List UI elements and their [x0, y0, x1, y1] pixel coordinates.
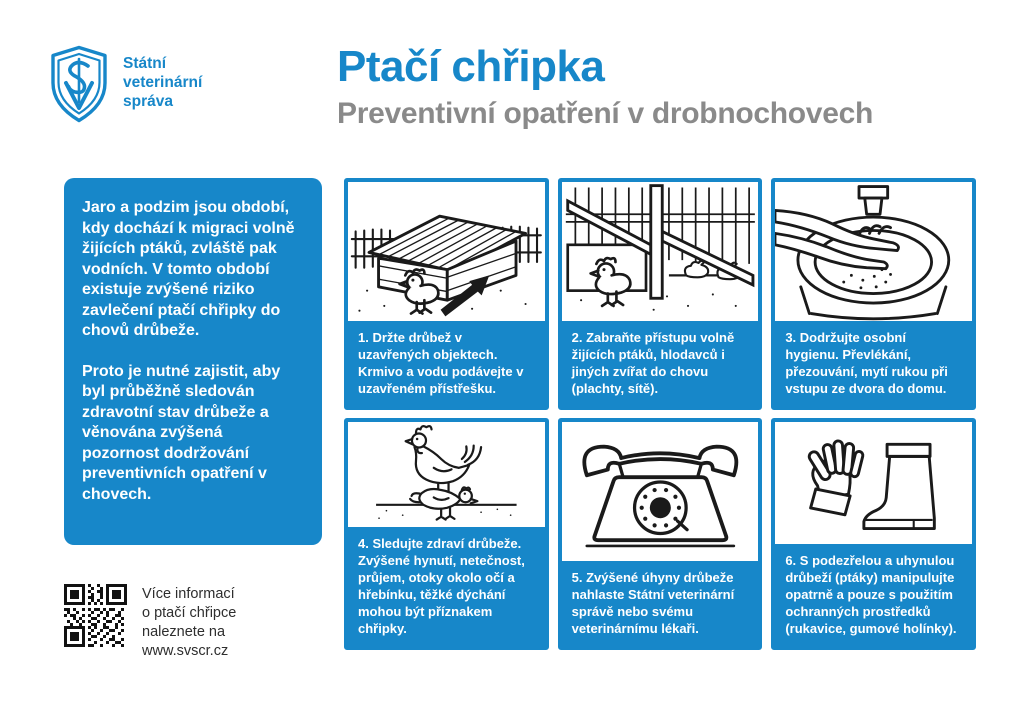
- panel-6-art: [775, 422, 972, 544]
- panel-5-caption: 5. Zvýšené úhyny drůbeže nahlaste Státní veterinární správě nebo svému veterinárnímu lékaři.: [571, 570, 735, 636]
- panel-6-caption: 6. S podezřelou a uhynulou drůbeží (ptáky) manipulujte opatrně a pouze s použitím ochranných prostředků (rukavice, gumové holínky).: [785, 553, 957, 636]
- prevention-panels: [344, 178, 976, 650]
- more-info: [64, 584, 236, 661]
- info-line: naleznete na: [142, 624, 226, 640]
- panel-3: [771, 178, 976, 410]
- rooster-and-hen-illustration: [348, 422, 545, 527]
- brand-line: veterinární: [123, 74, 203, 91]
- panel-2-art: [562, 182, 759, 321]
- brand-text: [123, 45, 202, 124]
- page-subtitle: Preventivní opatření v drobnochovech: [337, 97, 873, 130]
- hand-washing-illustration: [775, 182, 972, 321]
- brand: [50, 45, 202, 124]
- info-line: www.svscr.cz: [142, 643, 229, 659]
- barn-interior-illustration: [562, 182, 759, 321]
- panel-1-caption: 1. Držte drůbež v uzavřených objektech. Krmivo a vodu podávejte v uzavřeném přístřešku.: [358, 330, 524, 396]
- panel-6: [771, 418, 976, 650]
- intro-paragraph-1: Jaro a podzim jsou období, kdy dochází k migraci volně žijících ptáků, zvláště pak vodních. V tomto období existuje zvýšené riziko zavlečení ptačí chřipky do chovů drůbeže.: [82, 199, 295, 339]
- panel-3-art: [775, 182, 972, 321]
- panel-4-art: [348, 422, 545, 527]
- brand-line: Státní: [123, 55, 167, 72]
- intro-paragraph-2: Proto je nutné zajistit, aby byl průběžně sledován zdravotní stav drůbeže a věnována zvýšená pozornost dodržování preventivních opatření v chovech.: [82, 362, 281, 503]
- glove-and-boot-illustration: [775, 422, 972, 544]
- panel-4-caption: 4. Sledujte zdraví drůbeže. Zvýšené hynutí, netečnost, průjem, otoky okolo očí a hřebínku, těžké dýchání mohou být příznakem chřipky.: [358, 536, 525, 636]
- more-info-text: [142, 584, 236, 661]
- panel-4: [344, 418, 549, 650]
- brand-line: správa: [123, 93, 173, 110]
- panel-5: [558, 418, 763, 650]
- telephone-illustration: [562, 422, 759, 561]
- page-title: Ptačí chřipka: [337, 42, 605, 91]
- panel-1-art: [348, 182, 545, 321]
- info-line: o ptačí chřipce: [142, 605, 237, 621]
- intro-box: [64, 178, 322, 545]
- header-titles: [337, 42, 873, 131]
- panel-5-art: [562, 422, 759, 561]
- svs-shield-logo-icon: [50, 45, 108, 124]
- poultry-coop-illustration: [348, 182, 545, 321]
- panel-2-caption: 2. Zabraňte přístupu volně žijících ptáků, hlodavců i jiných zvířat do chovu (plachty, sítě).: [571, 330, 735, 396]
- qr-code-icon: [64, 584, 127, 647]
- panel-3-caption: 3. Dodržujte osobní hygienu. Převlékání, přezouvání, mytí rukou při vstupu ze dvora do domu.: [785, 330, 948, 396]
- info-line: Více informací: [142, 586, 235, 602]
- panel-2: [558, 178, 763, 410]
- panel-1: [344, 178, 549, 410]
